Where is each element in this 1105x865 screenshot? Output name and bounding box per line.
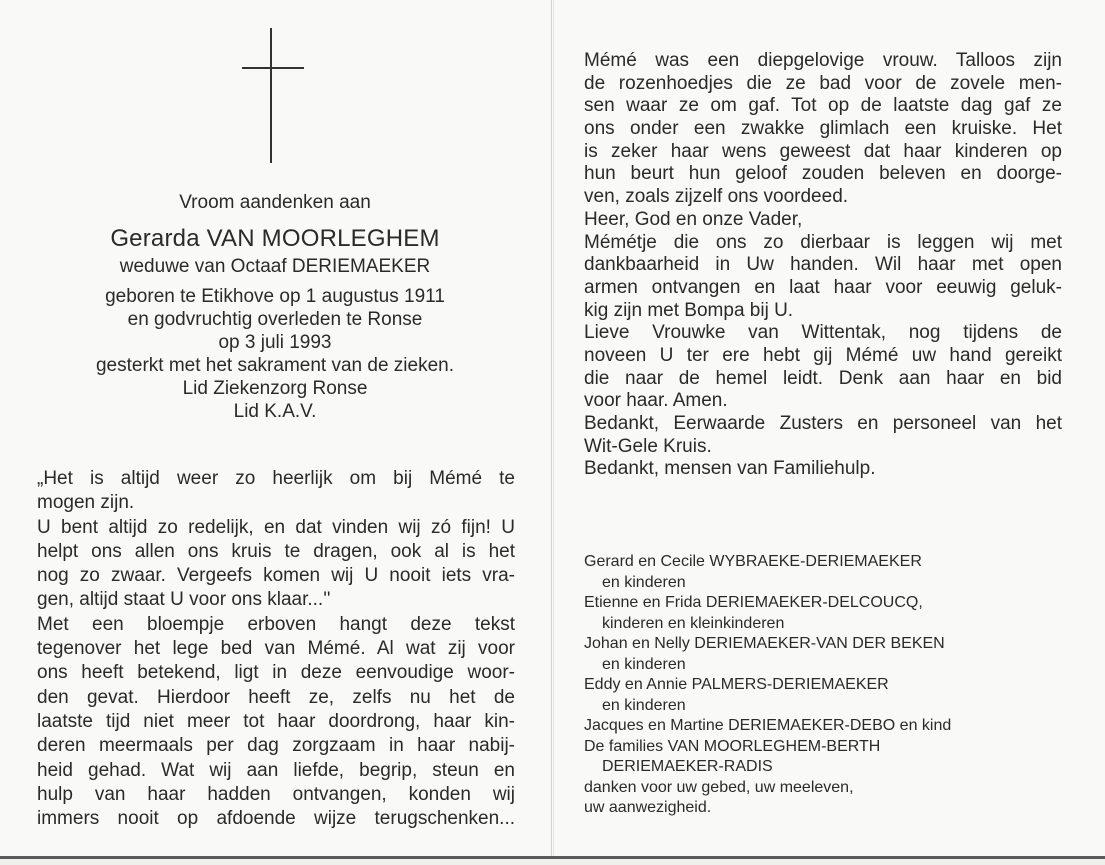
dedication-line: Vroom aandenken aan	[179, 192, 371, 213]
poem-text	[37, 467, 515, 831]
text-line: kig zijn met Bompa bij U.	[584, 299, 794, 321]
text-line: helpt ons allen ons kruis te dragen, ook al is het	[37, 540, 515, 562]
family-line: en kinderen	[602, 655, 686, 673]
deceased-name-wrap	[30, 225, 520, 253]
text-line: dankbaarheid in Uw handen. Wil haar met open	[584, 254, 1062, 276]
text-line: Mémétje die ons zo dierbaar is leggen wij met	[584, 231, 1062, 253]
membership-line-2: Lid K.A.V.	[233, 401, 317, 422]
text-line: voor haar. Amen.	[584, 390, 728, 412]
family-line: kinderen en kleinkinderen	[602, 614, 785, 632]
deceased-name: Gerarda VAN MOORLEGHEM	[110, 225, 440, 252]
text-line: den gevat. Hierdoor heeft ze, zelfs nu het de	[37, 686, 515, 708]
text-line: heid gehad. Wat wij aan liefde, begrip, steun en	[37, 759, 515, 781]
text-line: sen waar ze om gaf. Tot op de laatste dag gaf ze	[584, 95, 1062, 117]
text-line: „Het is altijd weer zo heerlijk om bij Mémé te	[37, 468, 515, 489]
death-date-line: op 3 juli 1993	[218, 332, 332, 353]
family-line: Johan en Nelly DERIEMAEKER-VAN DER BEKEN	[584, 635, 945, 652]
family-line: danken voor uw gebed, uw meeleven,	[584, 778, 854, 796]
text-line: U bent altijd zo redelijk, en dat vinden wij zó fijn! U	[37, 516, 515, 538]
text-line: immers nooit op afdoende wijze terugschenken...	[37, 808, 515, 830]
text-line: Lieve Vrouwke van Wittentak, nog tijdens de	[584, 322, 1062, 344]
widow-line: weduwe van Octaaf DERIEMAEKER	[119, 256, 431, 277]
text-line: gen, altijd staat U voor ons klaar...''	[37, 589, 331, 611]
text-line: mogen zijn.	[37, 492, 135, 514]
text-line: hun beurt hun geloof zouden beleven en doorge-	[584, 163, 1062, 185]
text-line: Bedankt, mensen van Familiehulp.	[584, 458, 876, 480]
family-line: Jacques en Martine DERIEMAEKER-DEBO en kind	[584, 717, 952, 734]
family-line: uw aanwezigheid.	[584, 799, 712, 816]
text-line: Mémé was een diepgelovige vrouw. Talloos zijn	[584, 50, 1062, 71]
family-line: en kinderen	[602, 573, 686, 591]
text-line: ons heeft betekend, ligt in deze eenvoudige woor-	[37, 662, 515, 684]
card-bottom-edge	[0, 856, 1105, 859]
text-line: ven, zoals zijzelf ons voordeed.	[584, 186, 849, 208]
text-line: Heer, God en onze Vader,	[584, 208, 803, 230]
text-line: de rozenhoedjes die ze bad voor de zovele men-	[584, 72, 1062, 94]
text-line: Met een bloempje erboven hangt deze tekst	[37, 613, 515, 635]
center-fold	[551, 0, 552, 858]
text-line: hulp van haar hadden ontvangen, konden wij	[37, 783, 515, 805]
text-line: noveen U ter ere hebt gij Mémé uw hand gereikt	[584, 344, 1062, 366]
memorial-details	[30, 255, 520, 278]
memorial-header	[30, 191, 520, 214]
family-line: De families VAN MOORLEGHEM-BERTH	[584, 737, 881, 755]
tribute-text	[584, 50, 1062, 481]
family-line: Gerard en Cecile WYBRAEKE-DERIEMAEKER	[584, 553, 922, 570]
memorial-dates	[30, 285, 520, 423]
death-line: en godvruchtig overleden te Ronse	[127, 309, 423, 330]
text-line: nog zo zwaar. Vergeefs komen wij U nooit iets vra-	[37, 565, 515, 587]
text-line: tegenover het lege bed van Mémé. Al wat zij voor	[37, 638, 515, 660]
text-line: ons onder een zwakke glimlach een kruiske. Het	[584, 118, 1062, 140]
text-line: Wit-Gele Kruis.	[584, 435, 712, 457]
text-line: is zeker haar wens geweest dat haar kinderen op	[584, 140, 1062, 162]
family-line: Eddy en Annie PALMERS-DERIEMAEKER	[584, 676, 889, 693]
family-list	[584, 552, 1044, 819]
text-line: laatste tijd niet meer tot haar doordrong, haar kin-	[37, 710, 515, 732]
text-line: armen ontvangen en laat haar voor eeuwig geluk-	[584, 276, 1062, 298]
center-fold-shadow	[553, 0, 554, 858]
birth-line: geboren te Etikhove op 1 augustus 1911	[105, 286, 445, 307]
text-line: die naar de hemel leidt. Denk aan haar en bid	[584, 367, 1062, 389]
text-line: deren meermaals per dag zorgzaam in haar nabij-	[37, 735, 515, 757]
text-line: Bedankt, Eerwaarde Zusters en personeel van het	[584, 413, 1062, 434]
family-line: DERIEMAEKER-RADIS	[602, 758, 773, 775]
family-line: Etienne en Frida DERIEMAEKER-DELCOUCQ,	[584, 594, 923, 611]
sacrament-line: gesterkt met het sakrament van de zieken.	[95, 355, 454, 376]
family-line: en kinderen	[602, 696, 686, 714]
membership-line-1: Lid Ziekenzorg Ronse	[182, 378, 368, 399]
